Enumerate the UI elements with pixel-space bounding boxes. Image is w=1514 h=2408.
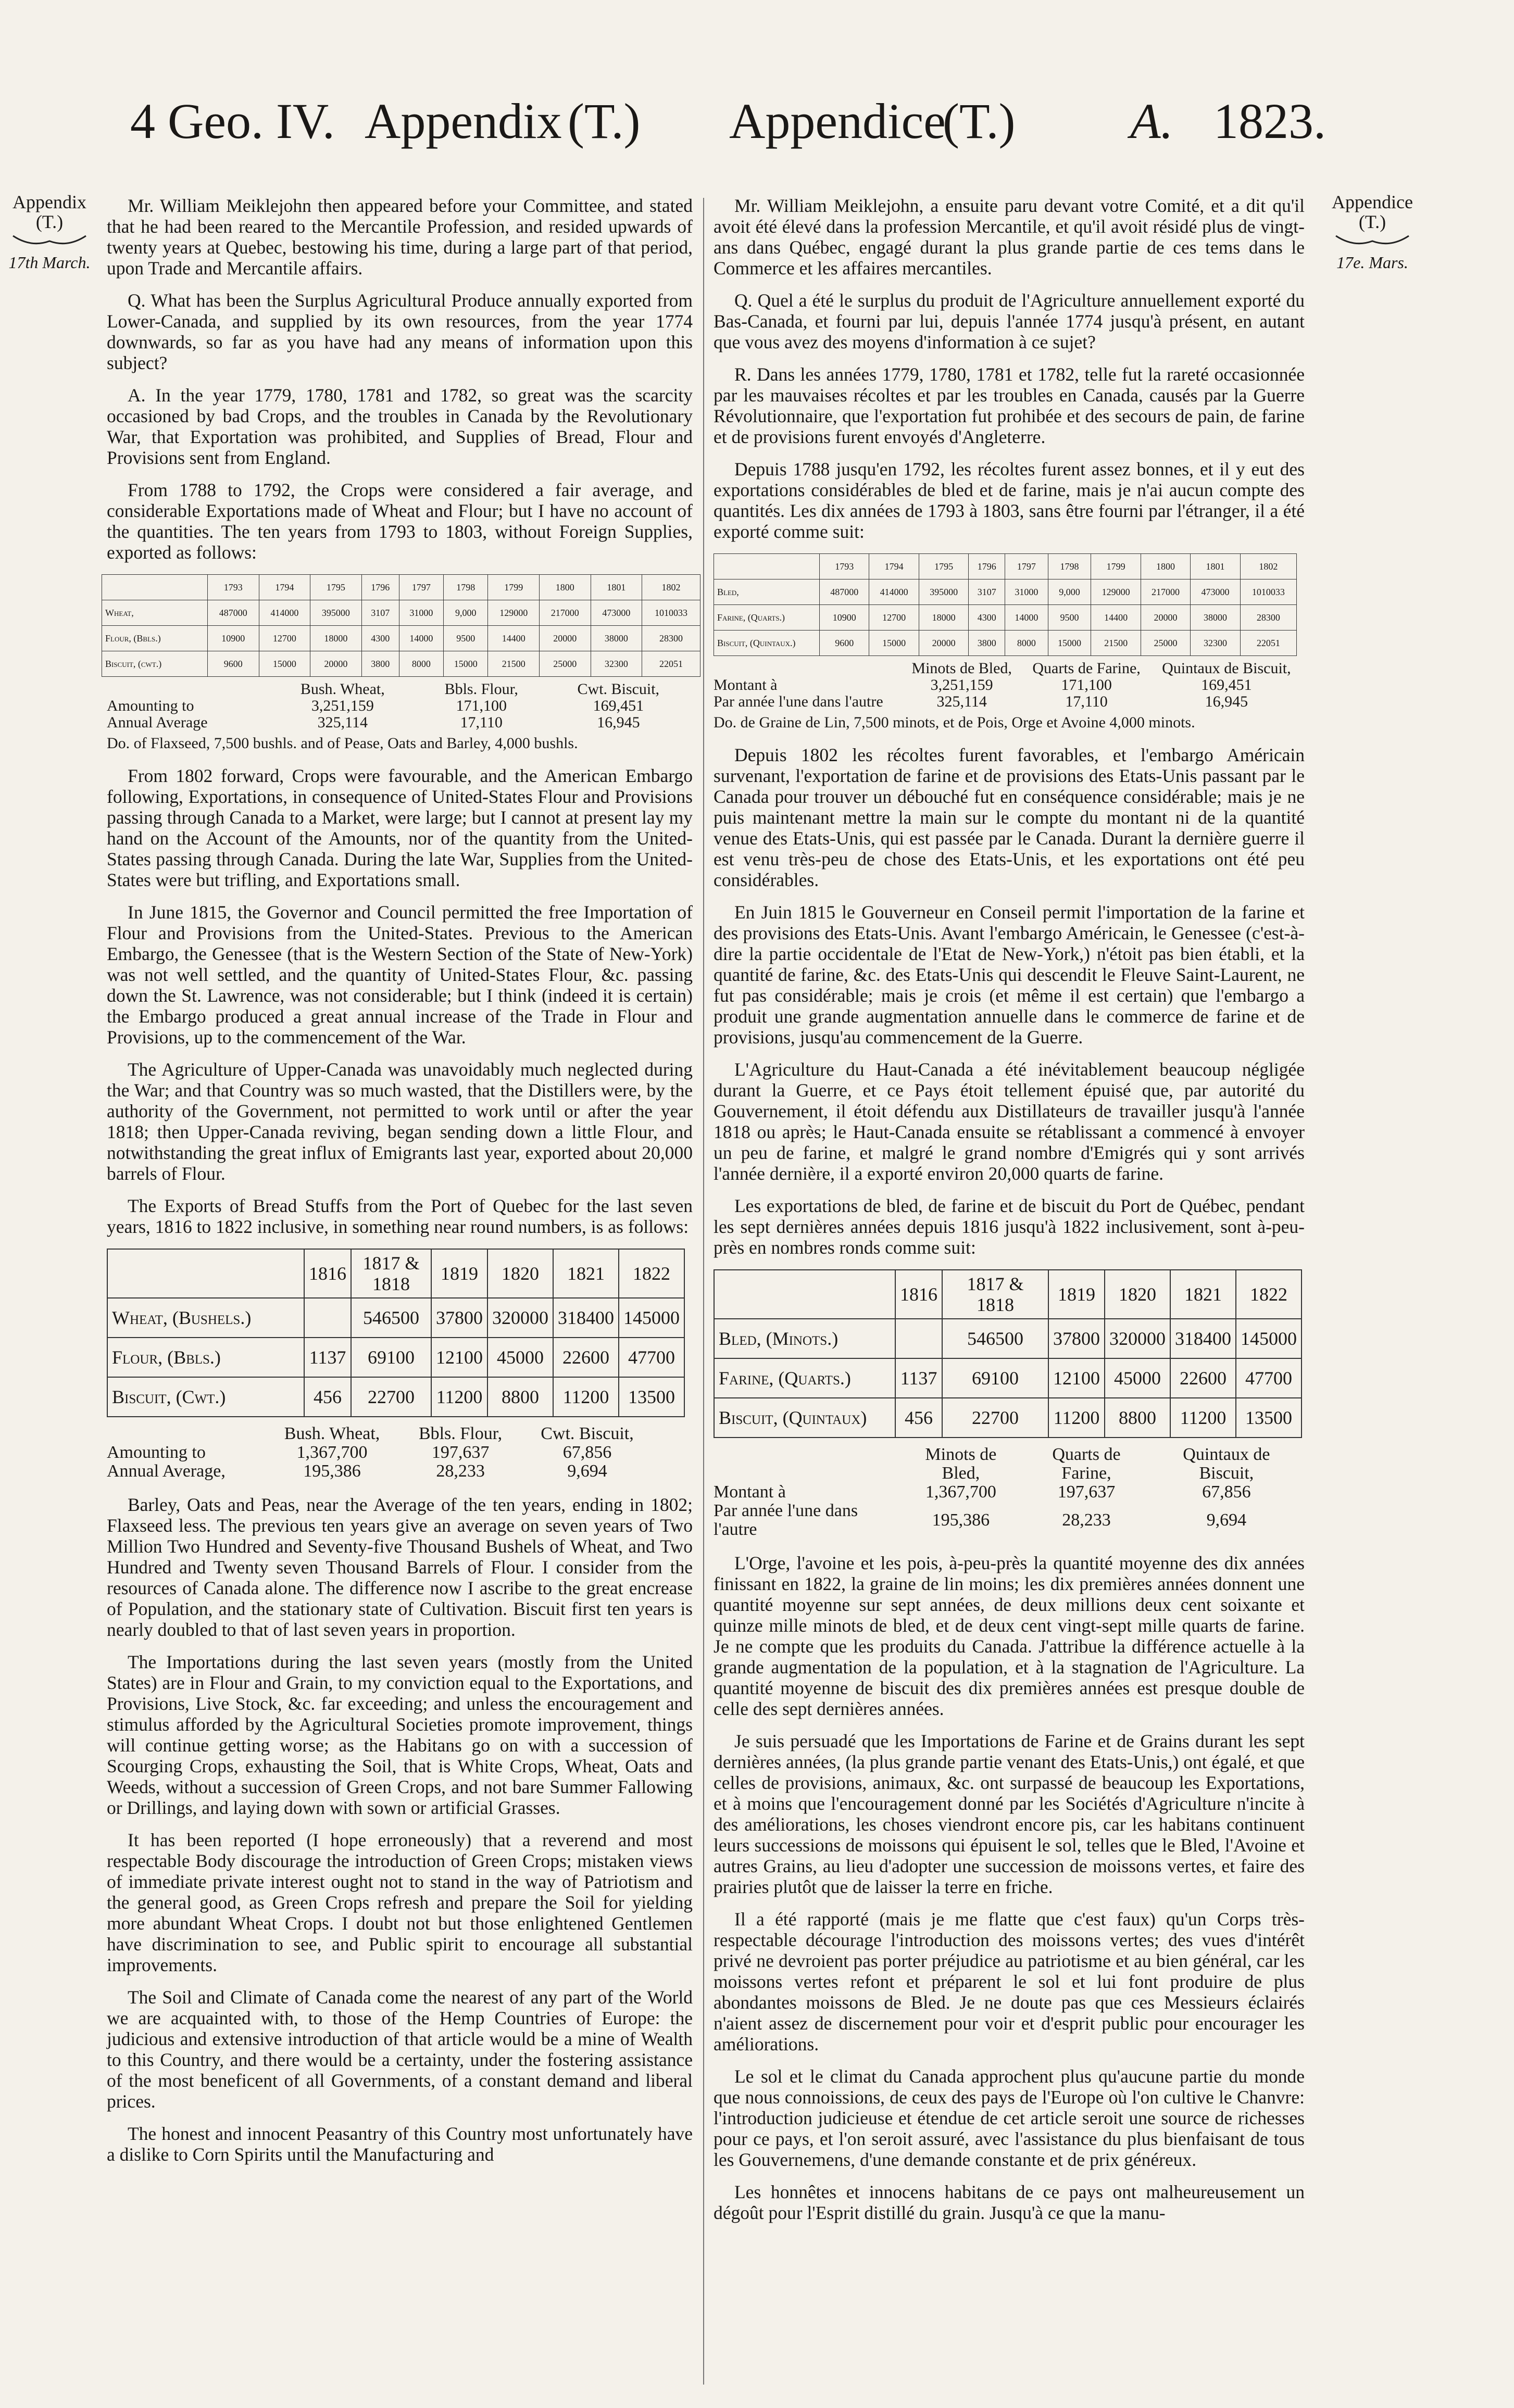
fr-reported: Il a été rapporté (mais je me flatte que c'est faux) qu'un Corps très-respectable décourage l'introduction des moissons vertes; des vues d'intérêt privé ne devroient pas porter préjudice au patriotisme et au bien général, car les moissons vertes refont et préparent le sol et lui font produire de plus abondantes moissons de Bled. Je ne doute pas que ces Messieurs éclairés n'aient assez de discernement pour voir et d'esprit public pour encourager les améliorations. bbox=[714, 1909, 1305, 2054]
fr-1788: Depuis 1788 jusqu'en 1792, les récoltes furent assez bonnes, et il y eut des exportations considérables de bled et de farine, mais je n'ai aucun compte des quantités. Les dix années de 1793 à 1803, sans être fourni par l'étranger, il a été exporté comme suit: bbox=[714, 459, 1305, 542]
english-column bbox=[107, 195, 693, 2176]
summary-1816-fr bbox=[714, 1445, 1302, 1539]
en-question: Q. What has been the Surplus Agricultural Produce annually exported from Lower-Canada, and supplied by its own resources, from the year 1774 downwards, so far as you have had any means of information upon this subject? bbox=[107, 290, 693, 373]
table-row: Annual Average 325,114 17,110 16,945 bbox=[107, 714, 640, 731]
en-answer: A. In the year 1779, 1780, 1781 and 1782, so great was the scarcity occasioned by bad Crops, and the troubles in Canada by the Revolutionary War, that Exportation was prohibited, and Supplies of Bread, Flour and Provisions sent from England. bbox=[107, 385, 693, 468]
brace-icon bbox=[1333, 233, 1411, 249]
appendix-label-fr: Appendice bbox=[729, 93, 946, 149]
appendix-letter-en: (T.) bbox=[568, 93, 641, 149]
margin-left-letter: (T.) bbox=[35, 211, 64, 232]
fr-1815: En Juin 1815 le Gouverneur en Conseil permit l'importation de la farine et des provisions des Etats-Unis. Avant l'embargo Américain, le Genessee (c'est-à-dire la partie occidentale de l'Etat de New-York,) n'étoit pas bien établi, et la quantité de farine, &c. des Etats-Unis qui descendit le Fleuve Saint-Laurent, ne fut pas considérable; mais je crois (et même il est certain) que l'embargo a produit une grande augmentation annuelle dans le commerce de farine et de provisions, jusqu'au commencement de la Guerre. bbox=[714, 902, 1305, 1048]
fr-intro: Mr. William Meiklejohn, a ensuite paru devant votre Comité, et a dit qu'il avoit été élevé dans la profession Mercantile, et qu'il avoit résidé plus de vingt-ans dans Québec, engagé durant la plus grande partie de ces tems dans le Commerce et les affaires mercantiles. bbox=[714, 195, 1305, 279]
margin-note-right bbox=[1312, 193, 1432, 271]
brace-icon bbox=[10, 233, 89, 249]
margin-right-letter: (T.) bbox=[1358, 211, 1386, 232]
en-1815: In June 1815, the Governor and Council permitted the free Importation of Flour and Provisions from the United-States. Previous to the American Embargo, the Genessee (that is the Western Section of the State of New-York) was not well settled, and the quantity of United-States Flour, &c. passing down the St. Lawrence, was not considerable; but I think (indeed it is certain) the Embargo produced a great annual increase of the Trade in Flour and Provisions, up to the commencement of the War. bbox=[107, 902, 693, 1048]
table-row: Bled, (Minots.) 546500 37800 320000 318400 145000 bbox=[714, 1319, 1302, 1358]
margin-left-date: 17th March. bbox=[8, 253, 91, 272]
table-row: Biscuit, (Quintaux) 456 22700 11200 8800 11200 13500 bbox=[714, 1398, 1302, 1438]
table-row: Flour, (Bbls.) 10900 12700 18000 4300 14000 9500 14400 20000 38000 28300 bbox=[102, 626, 700, 651]
table-row: Par année l'une dans l'autre 325,114 17,110 16,945 bbox=[714, 693, 1248, 710]
page-year: 1823. bbox=[1213, 93, 1326, 149]
table-row: Bled, 487000 414000 395000 3107 31000 9,000 129000 217000 473000 1010033 bbox=[714, 579, 1297, 605]
summary-1793-fr bbox=[714, 660, 1302, 710]
session-reference: 4 Geo. IV. bbox=[130, 93, 335, 149]
en-importations: The Importations during the last seven years (mostly from the United States) are in Flour and Grain, to my conviction equal to the Exportations, and Provisions, Live Stock, &c. far exceeding; and unless the encouragement and stimulus afforded by the Agricultural Societies promote improvement, things will continue getting worse; as the Habitans go on with a succession of Scourging Crops, exhausting the Soil, that is White Crops, Wheat, Oats and Weeds, without a succession of Green Crops, and not bare Summer Fallowing or Drillings, and laying down with sown or artificial Grasses. bbox=[107, 1651, 693, 1818]
en-barley: Barley, Oats and Peas, near the Average of the ten years, ending in 1802; Flaxseed less. The previous ten years give an average on seven years of Two Million Two Hundred and Seventy-five Thousand Bushels of Wheat, and Two Hundred and Twenty seven Thousand Barrels of Flour. I consider from the resources of Canada alone. The difference now I ascribe to the great encrease of Population, and the stationary state of Cultivation. Biscuit first ten years is nearly doubled to that of last seven years in proportion. bbox=[107, 1494, 693, 1640]
table-row: Biscuit, (cwt.) 9600 15000 20000 3800 8000 15000 21500 25000 32300 22051 bbox=[102, 651, 700, 677]
en-honest: The honest and innocent Peasantry of this Country most unfortunately have a dislike to Corn Spirits until the Manufacturing and bbox=[107, 2123, 693, 2165]
table-row: Montant à 3,251,159 171,100 169,451 bbox=[714, 676, 1252, 694]
french-column bbox=[714, 195, 1305, 2235]
section-letter: A. bbox=[1130, 93, 1173, 149]
table-row: 1793 1794 1795 1796 1797 1798 1799 1800 1801 1802 bbox=[102, 575, 700, 600]
table-row: Bush. Wheat, Bbls. Flour, Cwt. Biscuit, bbox=[284, 1424, 634, 1443]
en-agriculture: The Agriculture of Upper-Canada was unavoidably much neglected during the War; and that Country was so much wasted, that the Distillers were, by the authority of the Government, not permitted to work until or after the year 1818; then Upper-Canada reviving, began sending down a little Flour, and notwithstanding the great influx of Emigrants last year, exported about 20,000 barrels of Flour. bbox=[107, 1059, 693, 1184]
table-row: 1793 1794 1795 1796 1797 1798 1799 1800 1801 1802 bbox=[714, 554, 1297, 579]
fr-importations: Je suis persuadé que les Importations de Farine et de Grains durant les sept dernières années, (la plus grande partie venant des Etats-Unis,) ont égalé, et que celles de provisions, animaux, &c. ont surpassé de beaucoup les Exportations, et à moins que l'encouragement donné par les Sociétés d'Agriculture n'incite à des améliorations, les choses viendront encore pis, car les habitans continuent leurs successions de moissons qui épuisent le sol, telles que le Bled, l'Avoine et autres Grains, au lieu d'adopter une succession de moissons vertes, et faire des prairies plutôt que de laisser la terre en friche. bbox=[714, 1731, 1305, 1897]
en-exports: The Exports of Bread Stuffs from the Port of Quebec for the last seven years, 1816 to 1822 inclusive, in something near round numbers, is as follows: bbox=[107, 1195, 693, 1237]
table-row: Wheat, 487000 414000 395000 3107 31000 9,000 129000 217000 473000 1010033 bbox=[102, 600, 700, 626]
table-row: 1816 1817 & 1818 1819 1820 1821 1822 bbox=[107, 1249, 684, 1298]
appendix-label-en: Appendix bbox=[365, 93, 562, 149]
fr-question: Q. Quel a été le surplus du produit de l'Agriculture annuellement exporté du Bas-Canada, et fourni par lui, depuis l'année 1774 jusqu'à présent, en autant que vous avez des moyens d'information à ce sujet? bbox=[714, 290, 1305, 352]
fr-orge: L'Orge, l'avoine et les pois, à-peu-près la quantité moyenne des dix années finissant en 1822, la graine de lin moins; les dix premières années donnent une quantité moyenne sur sept années, de deux millions deux cent soixante et quinze mille minots de bled, et de deux cent vingt-sept mille quarts de farine. Je ne compte que les produits du Canada. J'attribue la différence actuelle à la grande augmentation de la population, et à la stagnation de l'Agriculture. La quantité moyenne de biscuit des dix premières années est presque double de celle des sept dernières années. bbox=[714, 1553, 1305, 1719]
table-row: Minots de Bled, Quarts de Farine, Quintaux de Biscuit, bbox=[925, 1445, 1270, 1483]
en-1802: From 1802 forward, Crops were favourable, and the American Embargo following, Exportations, in consequence of United-States Flour and Provisions passing through Canada to a Market, were large; but I cannot at present lay my hand on the Account of the Amounts, nor of the quantity from the United-States passing through Canada. During the late War, Supplies from the United-States were but trifling, and Exportations small. bbox=[107, 765, 693, 890]
exports-1793-table-en bbox=[102, 574, 700, 677]
table-row: Biscuit, (Cwt.) 456 22700 11200 8800 11200 13500 bbox=[107, 1377, 684, 1417]
table-row: Farine, (Quarts.) 1137 69100 12100 45000 22600 47700 bbox=[714, 1358, 1302, 1398]
table-row: Par année l'une dans l'autre 195,386 28,233 9,694 bbox=[714, 1501, 1247, 1539]
fr-exports: Les exportations de bled, de farine et de biscuit du Port de Québec, pendant les sept dernières années depuis 1816 jusqu'à 1822 inclusivement, sont à-peu-près en nombres ronds comme suit: bbox=[714, 1195, 1305, 1258]
fr-agriculture: L'Agriculture du Haut-Canada a été inévitablement beaucoup négligée durant la Guerre, et ce Pays étoit tellement épuisé que, par autorité du Gouvernement, il étoit défendu aux Distillateurs de travailler jusqu'à l'année 1818 ou après; le Haut-Canada ensuite se rétablissant a commencé à envoyer un peu de farine, et malgré le grand nombre d'Emigrés qui y sont arrivés l'année dernière, il a exporté environ 20,000 quarts de farine. bbox=[714, 1059, 1305, 1184]
en-intro: Mr. William Meiklejohn then appeared before your Committee, and stated that he had been reared to the Mercantile Profession, and resided upwards of twenty years at Quebec, bestowing his time, during a large part of that period, upon Trade and Mercantile affairs. bbox=[107, 195, 693, 279]
exports-1816-table-fr bbox=[714, 1269, 1302, 1438]
exports-1793-table-fr bbox=[714, 553, 1297, 656]
exports-1816-table-en bbox=[107, 1249, 685, 1417]
margin-right-date: 17e. Mars. bbox=[1336, 253, 1408, 272]
table-row: Bush. Wheat, Bbls. Flour, Cwt. Biscuit, bbox=[300, 680, 660, 698]
en-soil: The Soil and Climate of Canada come the nearest of any part of the World we are acquainted with, to those of the Hemp Countries of Europe: the judicious and extensive introduction of that article would be a mine of Wealth to this Country, and there would be a certainty, under the fostering assistance of the most beneficent of all Governments, of a constant demand and liberal prices. bbox=[107, 1987, 693, 2112]
table-row: Biscuit, (Quintaux.) 9600 15000 20000 3800 8000 15000 21500 25000 32300 22051 bbox=[714, 631, 1297, 656]
flaxseed-note-en: Do. of Flaxseed, 7,500 bushls. and of Pease, Oats and Barley, 4,000 bushls. bbox=[107, 735, 578, 752]
table-row: Farine, (Quarts.) 10900 12700 18000 4300 14000 9500 14400 20000 38000 28300 bbox=[714, 605, 1297, 631]
margin-right-label: Appendice bbox=[1332, 192, 1413, 212]
table-row: Wheat, (Bushels.) 546500 37800 320000 318400 145000 bbox=[107, 1298, 684, 1338]
fr-soil: Le sol et le climat du Canada approchent plus qu'aucune partie du monde que nous connoissions, de ceux des pays de l'Europe où l'on cultive le Chanvre: l'introduction judicieuse et étendue de cet article seroit une source de richesses pour ce pays, et l'on seroit assuré, avec l'assistance du plus bienfaisant de tous les Gouvernemens, d'une demande constante et de prix généreux. bbox=[714, 2066, 1305, 2170]
table-row: 1816 1817 & 1818 1819 1820 1821 1822 bbox=[714, 1270, 1302, 1319]
table-row: Montant à 1,367,700 197,637 67,856 bbox=[714, 1482, 1251, 1502]
summary-1816-en bbox=[107, 1424, 654, 1481]
en-reported: It has been reported (I hope erroneously) that a reverend and most respectable Body discourage the introduction of Green Crops; mistaken views of immediate private interest ought not to stand in the way of Patriotism and the general good, as Green Crops refresh and prepare the Soil for yielding more abundant Wheat Crops. I doubt not but those enlightened Gentlemen have discrimination to see, and Public spirit to encourage all substantial improvements. bbox=[107, 1830, 693, 1975]
table-row: Flour, (Bbls.) 1137 69100 12100 45000 22600 47700 bbox=[107, 1338, 684, 1377]
fr-answer: R. Dans les années 1779, 1780, 1781 et 1782, telle fut la rareté occasionnée par les mauvaises récoltes et par les troubles en Canada, causés par la Guerre Révolutionnaire, que l'exportation fut prohibée et des secours de pain, de farine et de provisions furent envoyés d'Angleterre. bbox=[714, 364, 1305, 447]
table-row: Annual Average, 195,386 28,233 9,694 bbox=[107, 1461, 607, 1481]
table-row: Amounting to 1,367,700 197,637 67,856 bbox=[107, 1443, 612, 1462]
flaxseed-note-fr: Do. de Graine de Lin, 7,500 minots, et de Pois, Orge et Avoine 4,000 minots. bbox=[714, 714, 1195, 731]
summary-1793-en bbox=[107, 681, 690, 731]
table-row: Amounting to 3,251,159 171,100 169,451 bbox=[107, 697, 644, 714]
margin-left-label: Appendix bbox=[12, 192, 86, 212]
en-1788: From 1788 to 1792, the Crops were considered a fair average, and considerable Exportations made of Wheat and Flour; but I have no account of the quantities. The ten years from 1793 to 1803, without Foreign Supplies, exported as follows: bbox=[107, 480, 693, 563]
margin-note-left bbox=[0, 193, 99, 271]
appendix-letter-fr: (T.) bbox=[943, 93, 1016, 149]
fr-1802: Depuis 1802 les récoltes furent favorables, et l'embargo Américain survenant, l'exportation de farine et de provisions des Etats-Unis passant par le Canada pour trouver un débouché fut en conséquence considérable; mais je ne puis maintenant mettre la main sur le compte du montant ni de la quantité venue des Etats-Unis, qui est passée par le Canada. Durant la dernière guerre il est venu très-peu de chose des Etats-Unis, et les exportations ont été peu considérables. bbox=[714, 745, 1305, 890]
column-divider bbox=[703, 198, 704, 2385]
fr-honest: Les honnêtes et innocens habitans de ce pays ont malheureusement un dégoût pour l'Esprit distillé du grain. Jusqu'à ce que la manu- bbox=[714, 2182, 1305, 2223]
table-row: Minots de Bled, Quarts de Farine, Quintaux de Biscuit, bbox=[911, 660, 1291, 677]
